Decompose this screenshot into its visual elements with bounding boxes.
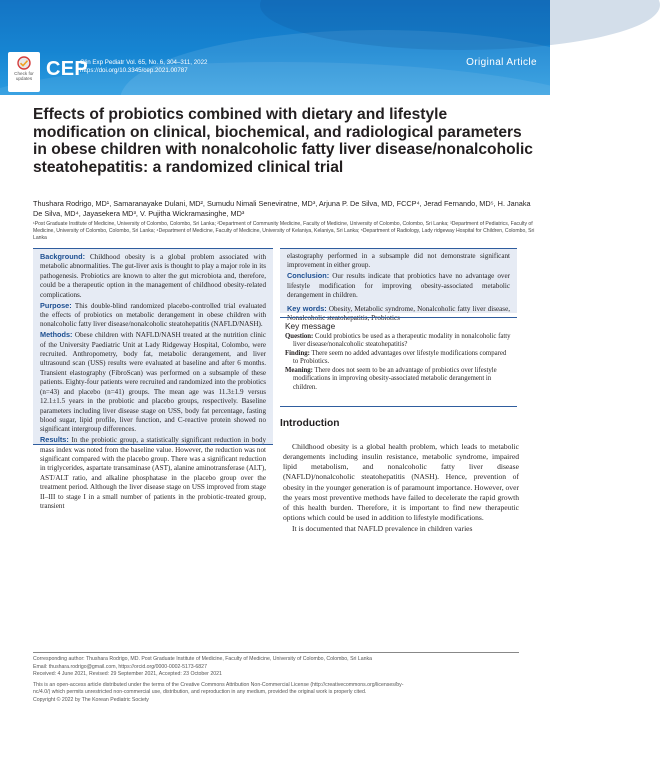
- key-message-text: There does not seem to be an advantage of probiotics over lifestyle modifications in improving obesity-associated metabolic derangement in children.: [293, 367, 497, 391]
- key-message-label: Finding:: [285, 350, 310, 358]
- key-message-label: Question:: [285, 333, 314, 340]
- abstract-section-label: Results:: [40, 435, 69, 445]
- keywords-text: Obesity, Metabolic syndrome, Nonalcoholic fatty liver disease, Nonalcoholic steatohepatitis, Probiotics: [287, 304, 510, 322]
- received-dates: Received: 4 June 2021, Revised: 29 September 2021, Accepted: 23 October 2021: [33, 671, 222, 678]
- check-for-updates-icon: [17, 56, 31, 70]
- journal-volume-line: Clin Exp Pediatr Vol. 65, No. 6, 304–311, 2022: [80, 59, 208, 66]
- article-title: Effects of probiotics combined with dietary and lifestyle modification on clinical, biochemical, and radiological parameters in obese children with nonalcoholic fatty liver disease/nonalcoholic steatohepatitis: a randomized clinical trial: [33, 106, 533, 176]
- introduction-body: [283, 442, 519, 535]
- corresponding-author: Corresponding author: Thushara Rodrigo, MD. Post Graduate Institute of Medicine, Faculty of Medicine, University of Colombo, Colombo, Sri Lanka: [33, 656, 372, 662]
- key-message-box: [280, 317, 517, 407]
- key-message-meaning: [285, 367, 511, 392]
- key-message-finding: [285, 350, 511, 367]
- license-text: This is an open-access article distributed under the terms of the Creative Commons Attribution Non-Commercial License (http://creativecommons.org/licenses/by-: [33, 681, 404, 688]
- keywords-label: Key words:: [287, 303, 327, 313]
- abstract-section-label: Purpose:: [40, 300, 72, 310]
- abstract-section-text: Childhood obesity is a global problem associated with metabolic abnormalities. The gut-liver axis is thought to play a major role in its pathogenesis. Probiotics are known to alter the gut microbiota and, therefore, could be a therapeutic option in the management of childhood obesity-related complications.: [40, 253, 267, 299]
- license-text-continued: nc/4.0/) which permits unrestricted non-commercial use, distribution, and reproduction in any medium, provided the original work is properly cited.: [33, 689, 367, 696]
- abstract-section-label: Background:: [40, 252, 85, 261]
- author-affiliations: ¹Post Graduate Institute of Medicine, University of Colombo, Colombo, Sri Lanka; ²Department of Community Medicine, Faculty of Medicine, University of Colombo, Colombo, Sri Lanka; ³Department of Pediatrics, Faculty of Medicine, University of Colombo, Colombo, Sri Lanka; ⁴Department of Medicine, Faculty of Medicine, University of Kelaniya, Kelaniya, Sri Lanka; ⁵Department of Radiology, Lady ridgeway Hospital for Children, Colombo, Sri Lanka: [33, 221, 535, 242]
- abstract-section-text: Obese children with NAFLD/NASH treated at the nutrition clinic of the University Paediatric Unit at Lady Ridgeway Hospital, Colombo, were recruited. Anthropometry, body fat, metabolic derangement, and liver ultrasound scan (USS) results were evaluated at baseline and after 6 months. Transient elastography (FibroScan) was performed on a subsample of these patients. Eighty-four patients were recruited and randomized into the probiotics (n=43) and placebo (n=41) groups. The mean age was 11.3±1.9 versus 12.1±1.5 years in the probiotic and placebo groups, respectively. Baseline parameters including liver disease stage on USS, body fat percentage, fasting blood sugar, lipid profile, liver function, and C-reactive protein showed no significant intergroup differences.: [40, 331, 266, 434]
- abstract-conclusion: [287, 271, 510, 300]
- abstract-section-label: Methods:: [40, 330, 73, 340]
- abstract-section-text: In the probiotic group, a statistically significant reduction in body mass index was noted from the baseline value. However, the reduction was not significant compared with the placebo group. There was a significant reduction in triglycerides, aspartate transaminase (AST), alanine aminotransferase (ALT), AST/ALT ratio, and alkaline phosphatase in the placebo group over the treatment period. Although the liver disease stage on USS improved from stage II–III to stage I in a small number of patients in the probiotic-treated group, transient: [40, 436, 266, 511]
- check-for-updates-label: Check for updates: [14, 71, 34, 81]
- abstract-section-text: This double-blind randomized placebo-controlled trial evaluated the effects of probiotics on metabolic derangement in obese children with nonalcoholic fatty liver disease/nonalcoholic steatohepatitis (NAFLD/NASH).: [40, 301, 266, 329]
- introduction-paragraph: It is documented that NAFLD prevalence in children varies: [292, 524, 473, 534]
- copyright-line: Copyright © 2022 by The Korean Pediatric Society: [33, 696, 149, 703]
- abstract-background: [40, 252, 266, 300]
- header-band: [0, 0, 550, 95]
- abstract-methods: [40, 330, 266, 434]
- author-list: Thushara Rodrigo, MD¹, Samaranayake Dulani, MD², Sumudu Nimali Seneviratne, MD³, Arjuna P. De Silva, MD, FCCP⁴, Jerad Fernando, MD⁵, H. Janaka De Silva, MD⁴, Jayasekera MD³, V. Pujitha Wickramasinghe, MD³: [33, 199, 531, 218]
- abstract-purpose: [40, 301, 266, 330]
- introduction-heading: Introduction: [280, 418, 340, 429]
- abstract-section-text: Our results indicate that probiotics have no advantage over lifestyle modification for improving obesity-associated metabolic derangement in children.: [287, 272, 510, 300]
- key-message-title: Key message: [285, 321, 336, 331]
- footer-divider: [33, 652, 519, 653]
- key-message-text: Could probiotics be used as a therapeutic modality in nonalcoholic fatty liver disease/nonalcoholic steatohepatitis?: [293, 333, 511, 349]
- key-message-label: Meaning:: [285, 367, 313, 375]
- abstract-left-column: [33, 248, 273, 511]
- key-message-text: There seem no added advantages over lifestyle modifications compared to Probiotics.: [293, 350, 507, 366]
- author-email[interactable]: Email: thushara.rodrigo@gmail.com, https://orcid.org/0000-0002-5173-6827: [33, 663, 207, 670]
- article-type-label: Original Article: [466, 57, 537, 68]
- journal-citation: [80, 59, 208, 75]
- key-message-question: [285, 333, 511, 350]
- abstract-results-continued: elastography performed in a subsample did not demonstrate significant improvement in either group.: [287, 252, 510, 270]
- abstract-right-column: [280, 248, 517, 322]
- check-for-updates-badge[interactable]: [8, 52, 40, 92]
- doi-link[interactable]: https://doi.org/10.3345/cep.2021.00787: [80, 67, 188, 74]
- introduction-paragraph: Childhood obesity is a global health problem, which leads to metabolic derangements including insulin resistance, metabolic syndrome, impaired lipid metabolism, and nonalcoholic fatty liver disease (NAFLD)/nonalcoholic steatohepatitis (NASH). Hence, prevention of obesity in the younger generation is of paramount importance. However, over the years most preventive methods have failed to decelerate the rapid growth of this health burden. Therefore, it is important to find new therapeutic options which could be used in addition to lifestyle modifications.: [283, 442, 519, 523]
- abstract-section-label: Conclusion:: [287, 271, 330, 281]
- journal-logo[interactable]: CEP: [46, 58, 89, 80]
- footnotes: [33, 656, 519, 705]
- abstract-results: [40, 435, 266, 511]
